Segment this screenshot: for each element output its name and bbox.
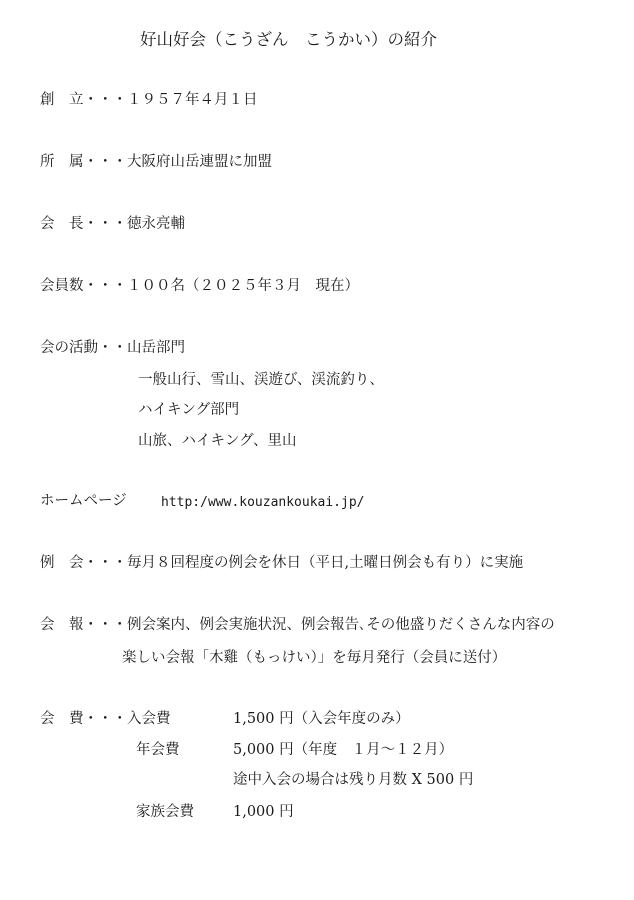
fee-name: 入会費 [127, 711, 171, 727]
affiliation-separator: ・・・ [83, 154, 127, 170]
meetings-value: 毎月８回程度の例会を休日（平日,土曜日例会も有り）に実施 [127, 555, 524, 571]
founded-label: 創 立 [40, 92, 84, 108]
bulletin-separator: ・・・ [83, 617, 127, 633]
members-label: 会員数 [40, 278, 84, 294]
homepage-label: ホームページ [40, 493, 127, 509]
members-row [40, 279, 359, 294]
activities-line: 山岳部門 [127, 340, 185, 356]
meetings-row [40, 556, 523, 571]
fee-name: 年会費 [136, 742, 180, 758]
president-row [40, 217, 185, 232]
bulletin-row [40, 618, 555, 633]
activities-separator: ・・ [98, 340, 127, 356]
affiliation-value: 大阪府山岳連盟に加盟 [127, 154, 272, 170]
homepage-link[interactable]: http:/www.kouzankoukai.jp/ [161, 495, 365, 510]
meetings-label: 例 会 [40, 555, 84, 571]
affiliation-row [40, 155, 272, 170]
bulletin-label: 会 報 [40, 617, 84, 633]
bulletin-line: 例会案内、例会実施状況、例会報告､その他盛りだくさんな内容の [127, 617, 555, 633]
page-title: 好山好会（こうざん こうかい）の紹介 [140, 30, 437, 49]
fee-amount: 1,000 円 [233, 804, 294, 820]
members-value: １００名（２０２５年３月 現在） [127, 278, 359, 294]
affiliation-label: 所 属 [40, 154, 84, 170]
fee-amount: 5,000 円（年度 １月～１２月） [233, 742, 454, 758]
activities-line: 山旅、ハイキング、里山 [138, 433, 297, 449]
fees-separator: ・・・ [83, 711, 127, 727]
activities-line: 一般山行、雪山、渓遊び、渓流釣り、 [138, 372, 384, 388]
founded-separator: ・・・ [83, 92, 127, 108]
fee-name: 家族会費 [136, 804, 194, 820]
bulletin-line: 楽しい会報「木雞（もっけい）」を毎月発行（会員に送付） [122, 650, 507, 666]
fees-row [40, 712, 171, 727]
founded-value: １９５７年４月１日 [127, 92, 258, 108]
president-label: 会 長 [40, 216, 84, 232]
founded-row [40, 93, 258, 108]
meetings-separator: ・・・ [83, 555, 127, 571]
activities-line: ハイキング部門 [138, 402, 240, 418]
activities-label: 会の活動 [40, 340, 98, 356]
fee-amount: 途中入会の場合は残り月数 X 500 円 [233, 772, 474, 788]
members-separator: ・・・ [83, 278, 127, 294]
activities-row [40, 341, 185, 356]
fees-label: 会 費 [40, 711, 84, 727]
president-separator: ・・・ [83, 216, 127, 232]
president-value: 徳永亮輔 [127, 216, 185, 232]
fee-amount: 1,500 円（入会年度のみ） [233, 711, 410, 727]
